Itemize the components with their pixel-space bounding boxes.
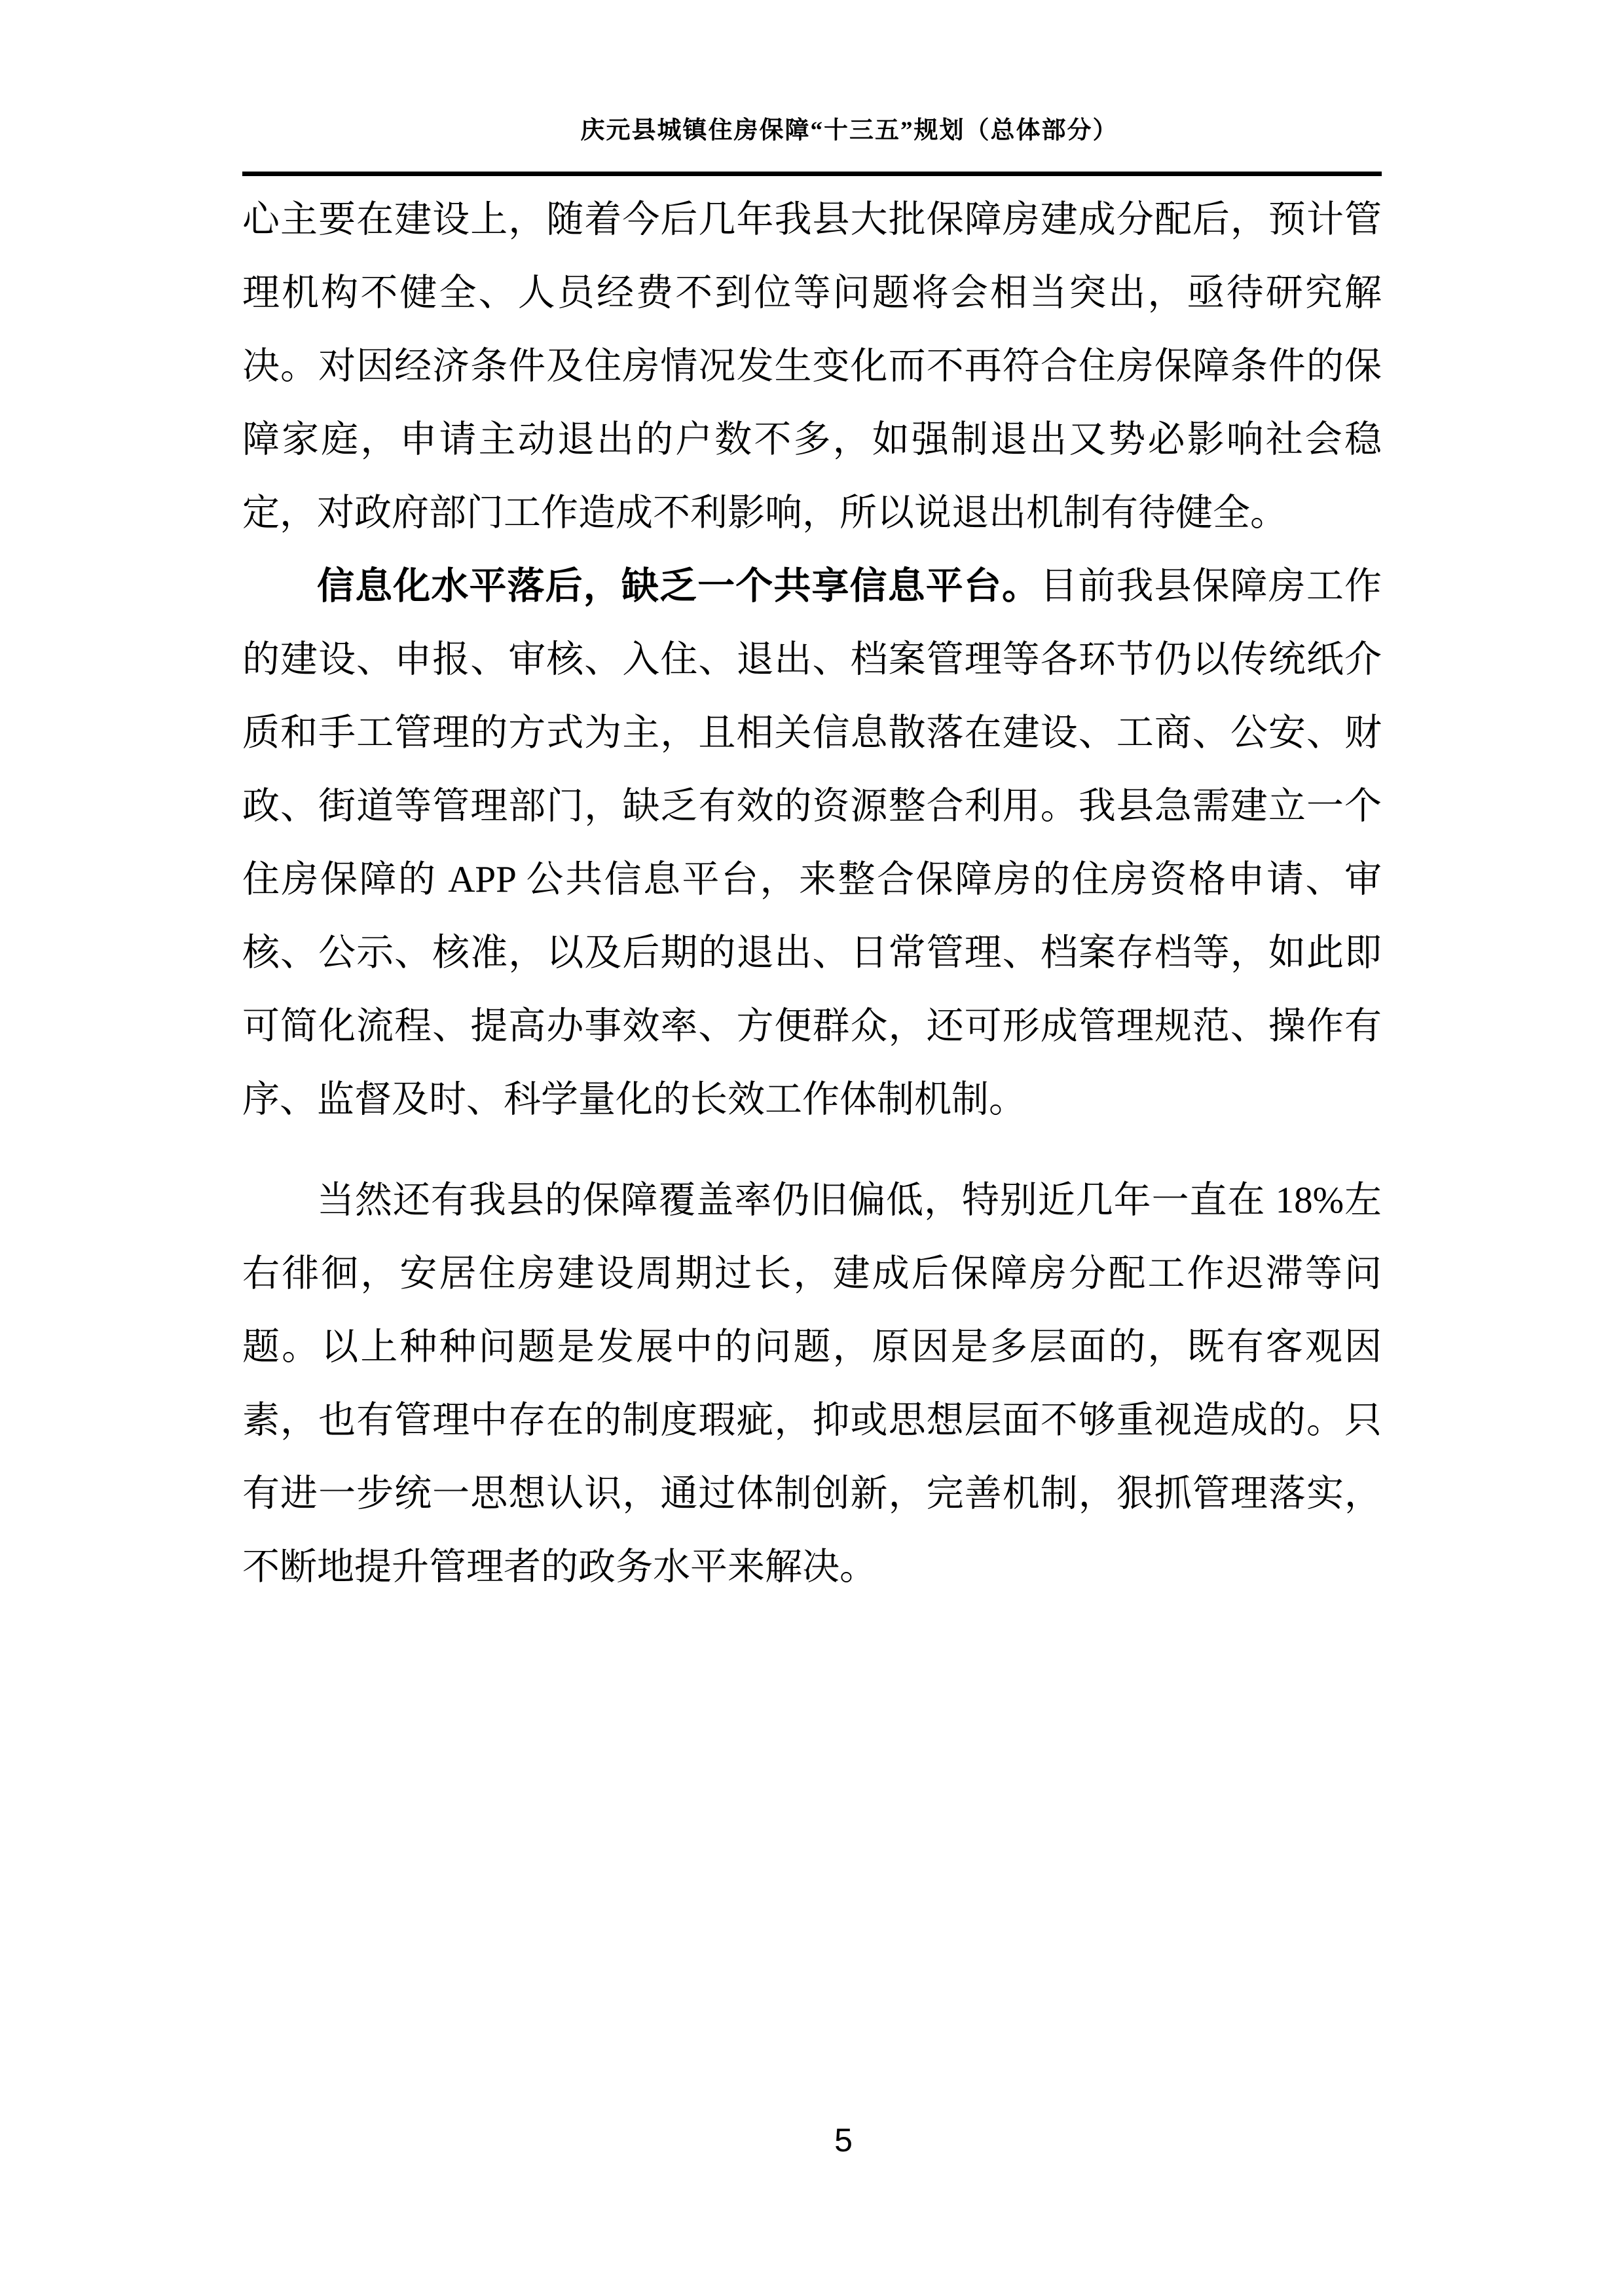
paragraph-text: 当然还有我县的保障覆盖率仍旧偏低，特别近几年一直在 18%左右徘徊，安居住房建设周期过长，建成后保障房分配工作迟滞等问题。以上种种问题是发展中的问题，原因是多层面的，既有客观因素，也有管理中存在的制度瑕疵，抑或思想层面不够重视造成的。只有进一步统一思想认识，通过体制创新，完善机制，狠抓管理落实，不断地提升管理者的政务水平来解决。	[242, 1180, 1382, 1588]
paragraph-coverage-rate	[242, 1164, 1382, 1604]
document-body	[242, 183, 1382, 1604]
paragraph-text: 目前我县保障房工作的建设、申报、审核、入住、退出、档案管理等各环节仍以传统纸介质和手工管理的方式为主，且相关信息散落在建设、工商、公安、财政、街道等管理部门，缺乏有效的资源整合利用。我县急需建立一个住房保障的 APP 公共信息平台，来整合保障房的住房资格申请、审核、公示、核准，以及后期的退出、日常管理、档案存档等，如此即可简化流程、提高办事效率、方便群众，还可形成管理规范、操作有序、监督及时、科学量化的长效工作体制机制。	[242, 566, 1382, 1120]
header-rule	[242, 172, 1382, 176]
page-number: 5	[834, 2122, 853, 2159]
page-header-title: 庆元县城镇住房保障“十三五”规划（总体部分）	[580, 117, 1118, 144]
paragraph-informatization	[242, 550, 1382, 1137]
paragraph-bold-lead: 信息化水平落后，缺乏一个共享信息平台。	[317, 566, 1041, 607]
paragraph-retreat-mechanism	[242, 183, 1382, 550]
paragraph-text: 心主要在建设上，随着今后几年我县大批保障房建成分配后，预计管理机构不健全、人员经费不到位等问题将会相当突出，亟待研究解决。对因经济条件及住房情况发生变化而不再符合住房保障条件的保障家庭，申请主动退出的户数不多，如强制退出又势必影响社会稳定，对政府部门工作造成不利影响，所以说退出机制有待健全。	[242, 199, 1382, 534]
